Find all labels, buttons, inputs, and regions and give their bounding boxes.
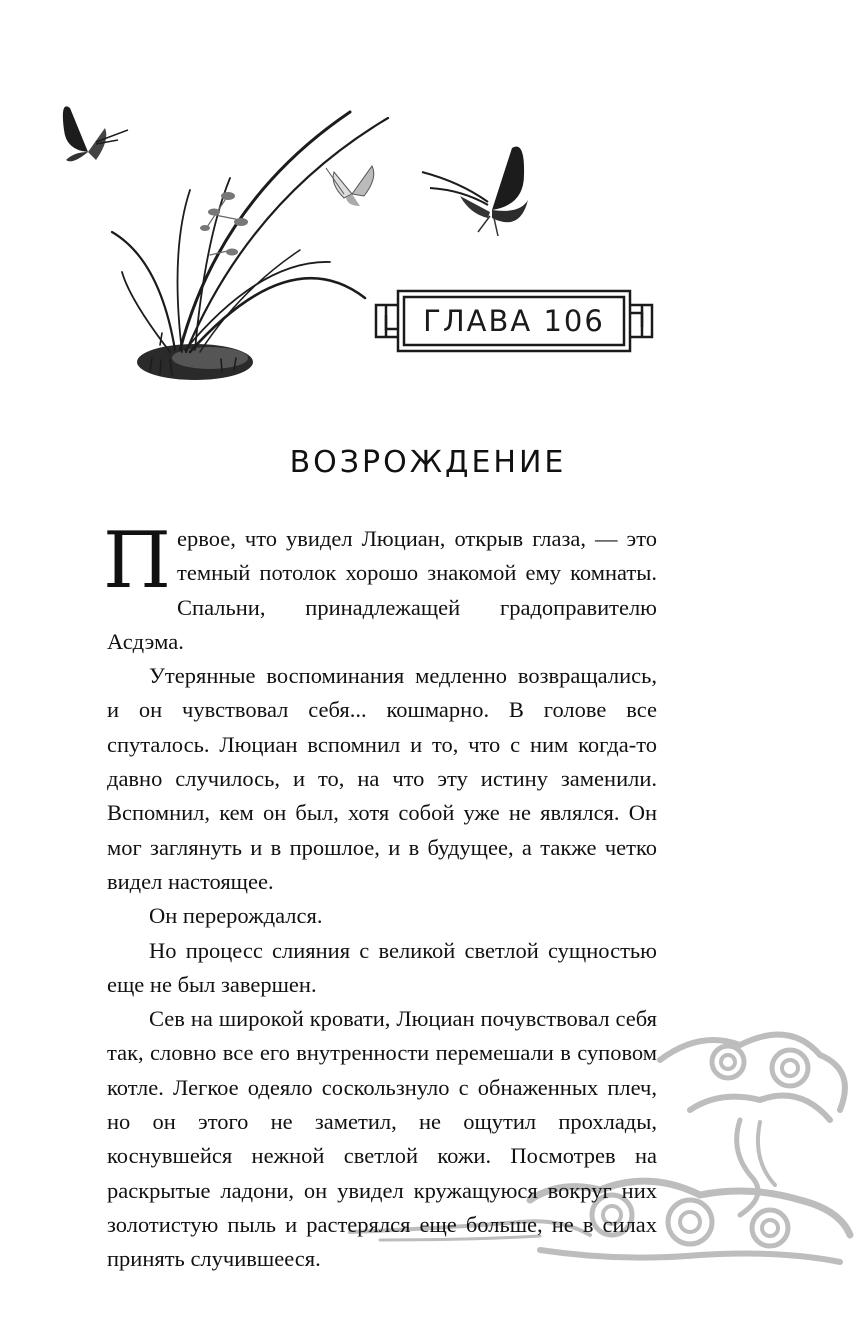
butterfly-icon <box>326 166 374 206</box>
paragraph <box>103 516 657 659</box>
chapter-heading-frame <box>372 285 656 357</box>
paragraph: Он перерождался. <box>149 903 323 929</box>
paragraph: Сев на широкой кровати, Люциан почувствовал себя так, словно все его внутренности перемешали в суповом котле. Легкое одеяло соскользнуло с обнаженных плеч, но он этого не заметил, не ощутил прохлады, коснувшейся нежной светлой кожи. Посмотрев на раскрытые ладони, он увидел кружащуюся вокруг них золотистую пыль и растерялся еще больше, не в силах принять случившееся. <box>107 1006 657 1272</box>
chapter-number: ГЛАВА 106 <box>423 304 605 338</box>
drop-cap: П <box>103 516 172 606</box>
body-text <box>103 516 657 1277</box>
paragraph-text: ервое, что увидел Люциан, открыв глаза, — это темный потолок хорошо знакомой ему комнаты. Спальни, принадлежащей градоправителю Асдэма. <box>107 526 657 654</box>
paragraph: Утерянные воспоминания медленно возвращались, и он чувствовал себя... кошмарно. В голове все спуталось. Люциан вспомнил и то, что с ним когда-то давно случилось, и то, на что эту истину заменили. Вспомнил, кем он был, хотя собой уже не являлся. Он мог заглянуть и в прошлое, и в будущее, а также четко видел настоящее. <box>107 663 657 894</box>
paragraph: Но процесс слияния с великой светлой сущностью еще не был завершен. <box>107 937 657 997</box>
chapter-title: ВОЗРОЖДЕНИЕ <box>289 445 567 480</box>
orchid-illustration <box>112 112 388 380</box>
butterfly-icon <box>63 106 128 161</box>
butterfly-icon <box>422 147 528 236</box>
